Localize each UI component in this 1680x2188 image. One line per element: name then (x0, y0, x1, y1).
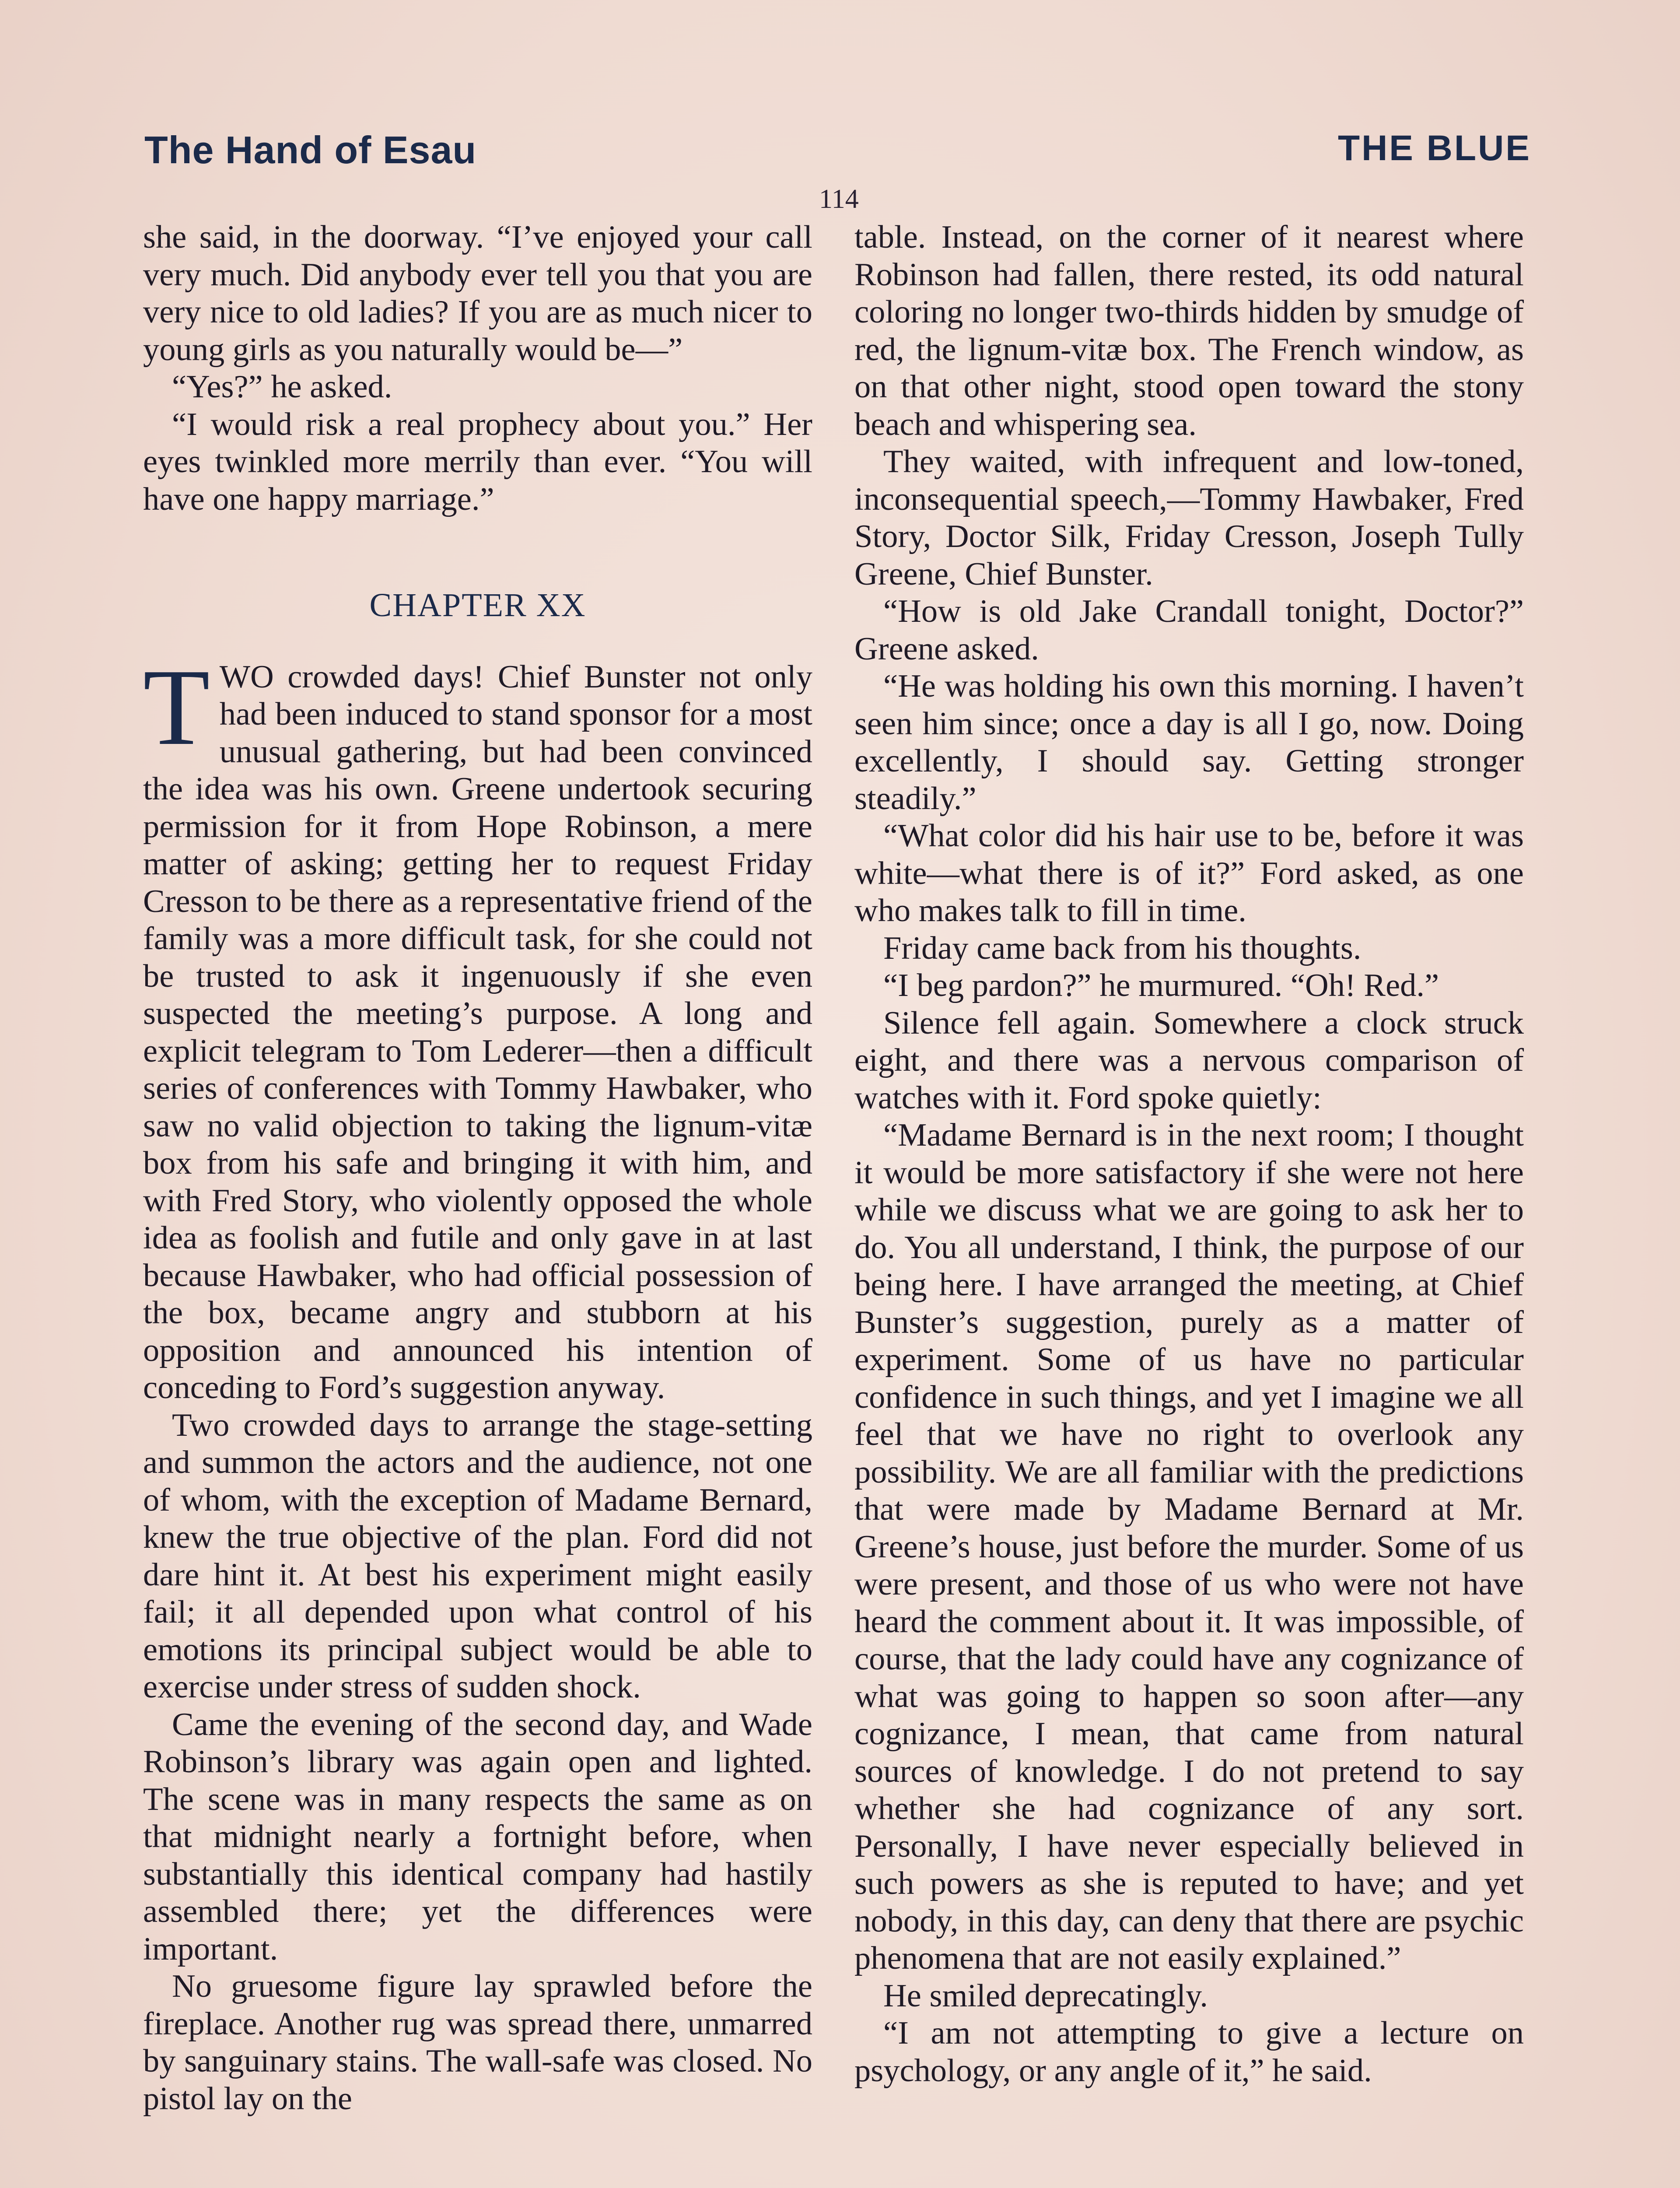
paragraph: They waited, with infrequent and low-toned, inconsequential speech,—Tommy Hawbaker, Fred Story, Doctor Silk, Friday Cresson, Joseph Tully Greene, Chief Bunster. (854, 444, 1524, 592)
paragraph: He smiled deprecatingly. (883, 1978, 1208, 2014)
running-header-story-title: The Hand of Esau (144, 128, 477, 172)
paragraph: “Yes?” he asked. (172, 369, 392, 405)
paragraph: “What color did his hair use to be, before it was white—what there is of it?” Ford asked, as one who makes talk to fill in time. (854, 818, 1524, 929)
paragraph: “I would risk a real prophecy about you.” Her eyes twinkled more merrily than ever. “You will have one happy marriage.” (143, 406, 812, 517)
chapter-opening-paragraph (143, 646, 812, 1407)
page-number: 114 (819, 184, 859, 214)
left-text-column (143, 219, 812, 2118)
paragraph: “He was holding his own this morning. I haven’t seen him since; once a day is all I go, now. Doing excellently, I should say. Getting stronger steadily.” (854, 668, 1524, 817)
paragraph: No gruesome figure lay sprawled before the fireplace. Another rug was spread there, unmarred by sanguinary stains. The wall-safe was closed. No pistol lay on the (143, 1968, 812, 2117)
right-text-column (854, 219, 1524, 2090)
paragraph: Friday came back from his thoughts. (883, 930, 1362, 966)
paragraph: she said, in the doorway. “I’ve enjoyed your call very much. Did anybody ever tell you that you are very nice to old ladies? If you are as much nicer to young girls as you naturally would be—” (143, 219, 812, 368)
paragraph: “I beg pardon?” he murmured. “Oh! Red.” (883, 968, 1439, 1003)
drop-cap-letter: T (143, 646, 210, 768)
paragraph: Came the evening of the second day, and Wade Robinson’s library was again open and lighted. The scene was in many respects the same as on that midnight nearly a fortnight before, when substantially this identical company had hastily assembled there; yet the differences were important. (143, 1706, 812, 1967)
paragraph: Two crowded days to arrange the stage-setting and summon the actors and the audience, not one of whom, with the exception of Madame Bernard, knew the true objective of the plan. Ford did not dare hint it. At best his experiment might easily fail; it all depended upon what control of his emotions its principal subject would be able to exercise under stress of sudden shock. (143, 1407, 812, 1705)
running-header-magazine-title: THE BLUE (1338, 128, 1531, 168)
paragraph: Silence fell again. Somewhere a clock struck eight, and there was a nervous comparison of watches with it. Ford spoke quietly: (854, 1005, 1524, 1116)
chapter-heading: CHAPTER XX (369, 587, 586, 624)
paragraph: “How is old Jake Crandall tonight, Doctor?” Greene asked. (854, 593, 1524, 667)
paragraph: “Madame Bernard is in the next room; I thought it would be more satisfactory if she were not here while we discuss what we are going to ask her to do. You all understand, I think, the purpose of our being here. I have arranged the meeting, at Chief Bunster’s suggestion, purely as a matter of experiment. Some of us have no particular confidence in such things, and yet I imagine we all feel that we have no right to overlook any possibility. We are all familiar with the predictions that were made by Madame Bernard at Mr. Greene’s house, just before the murder. Some of us were present, and those of us who were not have heard the comment about it. It was impossible, of course, that the lady could have any cognizance of what was going to happen so soon after—any cognizance, I mean, that came from natural sources of knowledge. I do not pretend to say whether she had cognizance of any sort. Personally, I have never especially believed in such powers as she is reputed to have; and yet nobody, in this day, can deny that there are psychic phenomena that are not easily explained.” (854, 1117, 1524, 1976)
paragraph: “I am not attempting to give a lecture on psychology, or any angle of it,” he said. (854, 2015, 1524, 2089)
paragraph: table. Instead, on the corner of it nearest where Robinson had fallen, there rested, its odd natural coloring no longer two-thirds hidden by smudge of red, the lignum-vitæ box. The French window, as on that other night, stood open toward the stony beach and whispering sea. (854, 219, 1524, 442)
chapter-opening-text: WO crowded days! Chief Bunster not only had been induced to stand sponsor for a most unusual gathering, but had been convinced the idea was his own. Greene undertook securing permission for it from Hope Robinson, a mere matter of asking; getting her to request Friday Cresson to be there as a representative friend of the family was a more difficult task, for she could not be trusted to ask it ingenuously if she even suspected the meeting’s purpose. A long and explicit telegram to Tom Lederer—then a difficult series of conferences with Tommy Hawbaker, who saw no valid objection to taking the lignum-vitæ box from his safe and bringing it with him, and with Fred Story, who violently opposed the whole idea as foolish and futile and only gave in at last because Hawbaker, who had official possession of the box, became angry and stubborn at his opposition and announced his intention of conceding to Ford’s suggestion anyway. (143, 659, 812, 1406)
